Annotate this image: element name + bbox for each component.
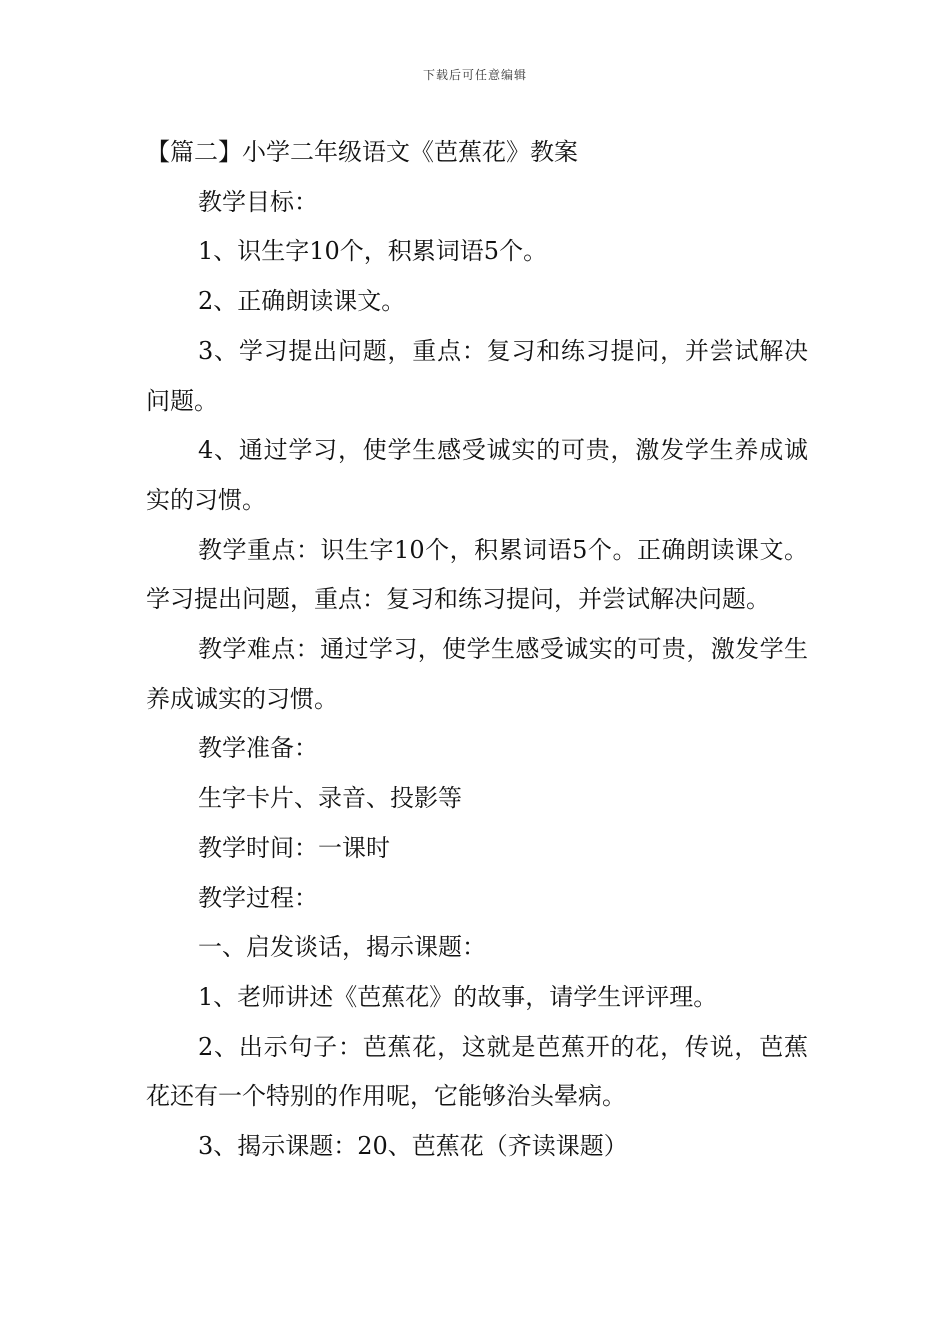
- teaching-difficulty: 教学难点：通过学习，使学生感受诚实的可贵，激发学生养成诚实的习惯。: [146, 635, 808, 713]
- section-heading-preparation: 教学准备：: [198, 734, 318, 763]
- process-item-2: 2、出示句子：芭蕉花，这就是芭蕉开的花，传说，芭蕉花还有一个特别的作用呢，它能够治头晕病。: [146, 1032, 808, 1111]
- objective-item-4: 4、通过学习，使学生感受诚实的可贵，激发学生养成诚实的习惯。: [146, 436, 808, 514]
- preparation-materials: 生字卡片、录音、投影等: [198, 784, 462, 813]
- process-item-1: 1、老师讲述《芭蕉花》的故事，请学生评评理。: [198, 982, 718, 1011]
- process-item-3: 3、揭示课题：20、芭蕉花（齐读课题）: [198, 1132, 628, 1161]
- document-body: [146, 128, 808, 1172]
- document-title: 【篇二】小学二年级语文《芭蕉花》教案: [146, 138, 578, 166]
- process-step-1: 一、启发谈话，揭示课题：: [198, 933, 486, 962]
- objective-item-3: 3、学习提出问题，重点：复习和练习提问，并尝试解决问题。: [146, 336, 808, 415]
- section-heading-objectives: 教学目标：: [198, 187, 318, 216]
- section-heading-process: 教学过程：: [198, 883, 318, 912]
- objective-item-2: 2、正确朗读课文。: [198, 287, 406, 316]
- teaching-time: 教学时间：一课时: [198, 833, 390, 862]
- teaching-focus: 教学重点：识生字10个，积累词语5个。正确朗读课文。学习提出问题，重点：复习和练习提问，并尝试解决问题。: [146, 535, 808, 614]
- objective-item-1: 1、识生字10个，积累词语5个。: [198, 237, 548, 266]
- header-note: 下载后可任意编辑: [422, 68, 527, 82]
